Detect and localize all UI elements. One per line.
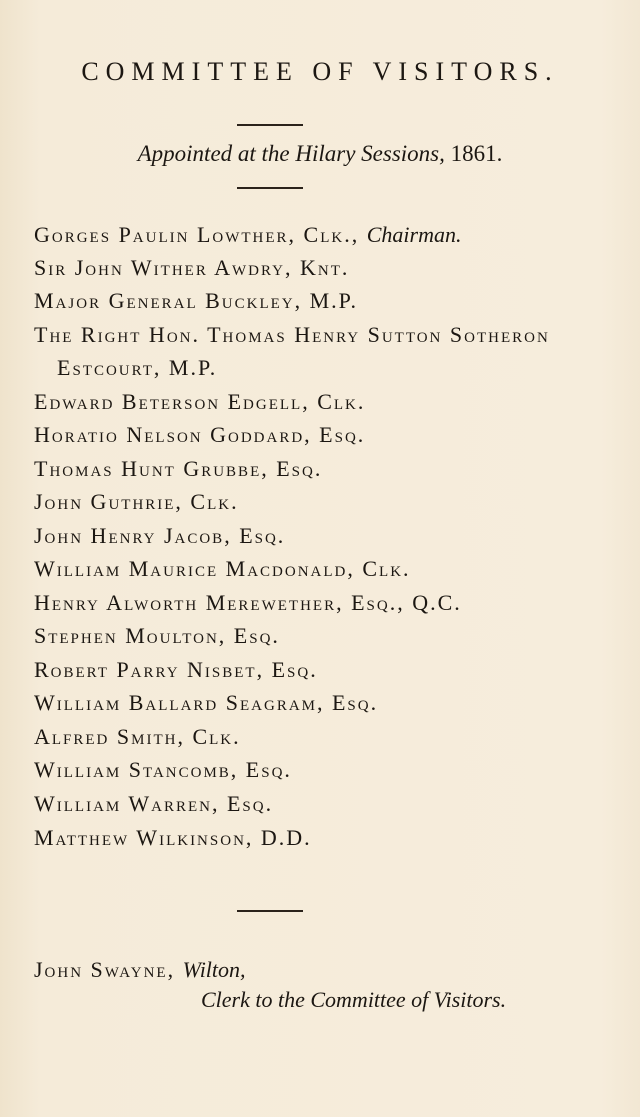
appointment-line [0, 141, 640, 167]
member-name: Gorges Paulin Lowther, Clk., [34, 222, 360, 247]
member-entry: Horatio Nelson Goddard, Esq. [34, 422, 366, 447]
member-entry: William Ballard Seagram, Esq. [34, 690, 379, 715]
member-entry: Sir John Wither Awdry, Knt. [34, 255, 350, 280]
footer-divider [237, 910, 303, 912]
member-entry-continuation: Estcourt, M.P. [57, 355, 218, 380]
subtitle-divider [237, 187, 303, 189]
member-entry: Matthew Wilkinson, D.D. [34, 825, 312, 850]
appointment-text: Appointed at the Hilary Sessions, [137, 141, 445, 166]
clerk-name: John Swayne, [34, 957, 176, 982]
heading-divider [237, 124, 303, 126]
member-entry: Stephen Moulton, Esq. [34, 623, 280, 648]
member-entry: John Guthrie, Clk. [34, 489, 239, 514]
member-entry: John Henry Jacob, Esq. [34, 523, 286, 548]
member-role: Chairman. [366, 222, 462, 247]
member-entry: Alfred Smith, Clk. [34, 724, 241, 749]
member-entry: The Right Hon. Thomas Henry Sutton Sotheron [34, 322, 550, 347]
member-entry: Robert Parry Nisbet, Esq. [34, 657, 318, 682]
page-heading: COMMITTEE OF VISITORS. [81, 57, 559, 86]
member-entry: William Stancomb, Esq. [34, 757, 292, 782]
member-entry: Major General Buckley, M.P. [34, 288, 358, 313]
member-entry: William Maurice Macdonald, Clk. [34, 556, 411, 581]
clerk-line [34, 957, 246, 983]
member-entry: Henry Alworth Merewether, Esq., Q.C. [34, 590, 462, 615]
member-entry: Edward Beterson Edgell, Clk. [34, 389, 366, 414]
clerk-place: Wilton, [182, 957, 246, 982]
clerk-title: Clerk to the Committee of Visitors. [201, 987, 507, 1012]
member-entry: Thomas Hunt Grubbe, Esq. [34, 456, 323, 481]
member-entry [34, 222, 461, 248]
appointment-year: 1861. [450, 141, 503, 166]
member-entry: William Warren, Esq. [34, 791, 274, 816]
